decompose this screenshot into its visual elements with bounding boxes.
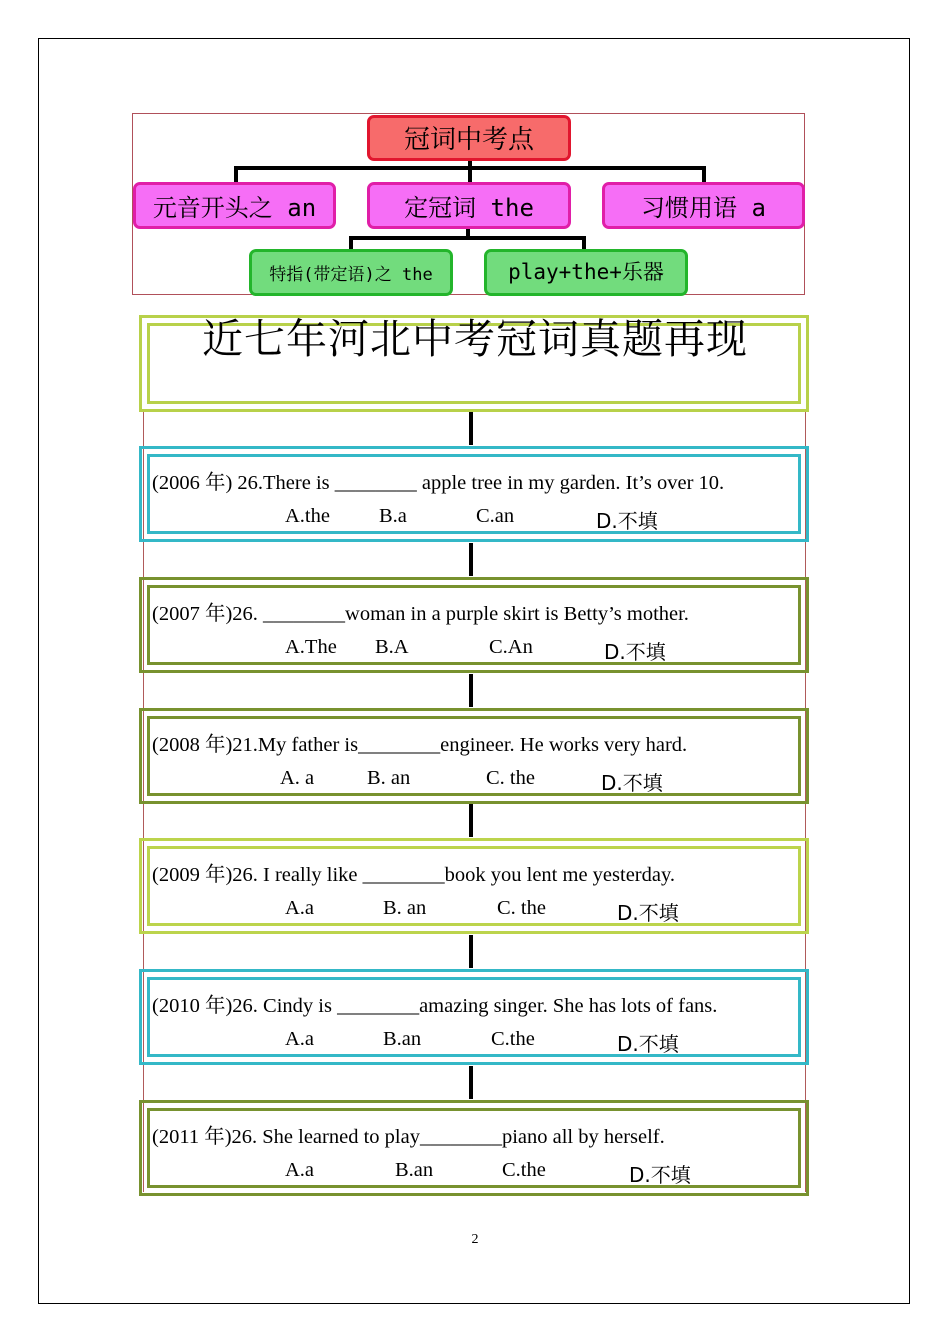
flow-connector <box>469 674 473 707</box>
mindmap-connector <box>468 160 472 182</box>
mindmap-leaf-specific-the: 特指(带定语)之 the <box>249 249 453 296</box>
page-title: 近七年河北中考冠词真题再现 <box>202 315 748 363</box>
option-c: C. the <box>486 767 535 789</box>
mindmap-connector <box>234 166 238 183</box>
option-a: A. a <box>280 767 315 789</box>
option-c: C.an <box>476 505 515 527</box>
option-a: A.a <box>285 1159 315 1181</box>
question-box <box>139 838 809 934</box>
question-box <box>139 446 809 542</box>
mindmap-leaf-play-the: play+the+乐器 <box>484 249 688 296</box>
question-stem: (2007 年)26. ________woman in a purple skirt is Betty’s mother. <box>152 603 689 625</box>
mindmap-connector <box>702 166 706 183</box>
option-a: A.the <box>285 505 330 527</box>
option-b: B. an <box>383 897 427 919</box>
option-d: D.不填 <box>617 1032 679 1056</box>
flow-connector <box>469 804 473 837</box>
option-b: B.an <box>395 1159 434 1181</box>
question-stem: (2009 年)26. I really like ________book you lent me yesterday. <box>152 864 676 886</box>
option-a: A.a <box>285 1028 315 1050</box>
flow-connector <box>469 412 473 445</box>
option-c: C.An <box>489 636 533 658</box>
flow-connector <box>469 935 473 968</box>
option-c: C.the <box>491 1028 535 1050</box>
page-number: 2 <box>471 1232 479 1247</box>
option-b: B.A <box>375 636 409 658</box>
mindmap-branch-the: 定冠词 the <box>367 182 571 229</box>
option-d: D.不填 <box>601 771 663 795</box>
flow-connector <box>469 543 473 576</box>
mindmap-root: 冠词中考点 <box>367 115 571 161</box>
option-b: B.an <box>383 1028 422 1050</box>
option-b: B.a <box>379 505 407 527</box>
option-a: A.The <box>285 636 337 658</box>
question-box <box>139 577 809 673</box>
option-d: D.不填 <box>629 1163 691 1187</box>
option-a: A.a <box>285 897 315 919</box>
option-c: C. the <box>497 897 546 919</box>
article-mindmap <box>132 113 805 295</box>
question-box <box>139 1100 809 1196</box>
question-stem: (2010 年)26. Cindy is ________amazing singer. She has lots of fans. <box>152 995 718 1017</box>
mindmap-connector <box>349 236 586 240</box>
question-stem: (2008 年)21.My father is________engineer. He works very hard. <box>152 734 688 756</box>
option-d: D.不填 <box>604 640 666 664</box>
mindmap-branch-an: 元音开头之 an <box>133 182 336 229</box>
question-box <box>139 969 809 1065</box>
option-b: B. an <box>367 767 411 789</box>
question-stem: (2011 年)26. She learned to play________piano all by herself. <box>152 1126 665 1148</box>
mindmap-branch-a: 习惯用语 a <box>602 182 805 229</box>
question-stem: (2006 年) 26.There is ________ apple tree in my garden. It’s over 10. <box>152 472 725 494</box>
option-d: D.不填 <box>596 509 658 533</box>
question-box <box>139 708 809 804</box>
option-c: C.the <box>502 1159 546 1181</box>
option-d: D.不填 <box>617 901 679 925</box>
flow-connector <box>469 1066 473 1099</box>
